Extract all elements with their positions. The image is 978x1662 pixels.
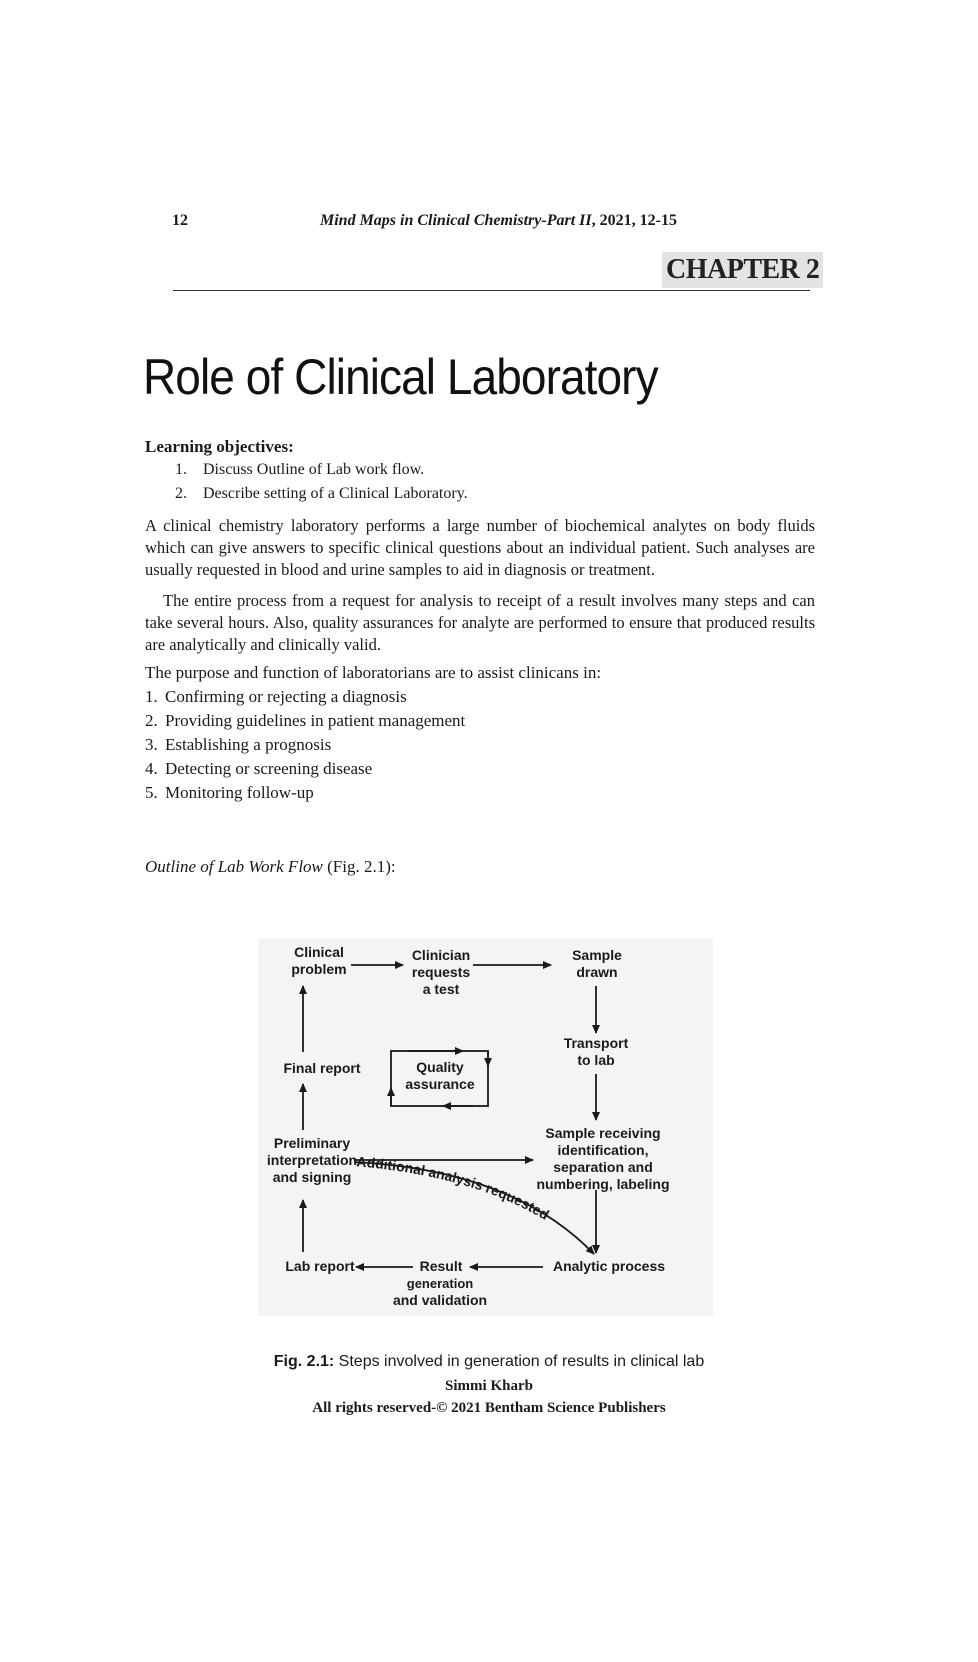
lab-workflow-diagram: [258, 938, 713, 1316]
objectives-heading: Learning objectives:: [145, 437, 294, 456]
node-quality-assurance: Quality assurance: [405, 1059, 475, 1092]
figure-caption-text: Steps involved in generation of results in clinical lab: [334, 1353, 705, 1370]
node-analytic-process: Analytic process: [552, 1258, 666, 1274]
chapter-title: Role of Clinical Laboratory: [143, 349, 658, 405]
purpose-item: [145, 783, 314, 803]
running-header: [320, 212, 677, 230]
purpose-number: 4.: [145, 759, 158, 778]
purpose-text: Monitoring follow-up: [165, 783, 314, 802]
figure-intro: [145, 857, 396, 877]
objective-number: 1.: [175, 461, 187, 478]
node-lab-report: Lab report: [285, 1258, 355, 1274]
page-number: 12: [172, 212, 188, 229]
node-sample-receiving: Sample receiving identification, separation and numbering, labeling: [536, 1125, 670, 1192]
body-paragraph: The entire process from a request for analysis to receipt of a result involves many steps and can take several hours. Also, quality assurances for analyte are performed to ensure that produced results are analytically and clinically valid.: [145, 591, 815, 654]
purpose-text: Establishing a prognosis: [165, 735, 332, 754]
objective-item: [175, 485, 468, 503]
objective-text: Discuss Outline of Lab work flow.: [203, 461, 425, 478]
citation: , 2021, 12-15: [591, 212, 677, 229]
purpose-number: 2.: [145, 711, 158, 730]
header-rule: [173, 290, 810, 291]
objective-number: 2.: [175, 485, 187, 502]
figure-intro-title: Outline of Lab Work Flow: [145, 857, 323, 876]
node-clinician-requests: Clinician requests a test: [411, 947, 471, 997]
purpose-text: Providing guidelines in patient management: [165, 711, 466, 730]
node-preliminary: Preliminary interpretation and signing: [266, 1135, 358, 1185]
figure-caption-label: Fig. 2.1:: [273, 1353, 335, 1370]
purpose-number: 1.: [145, 687, 158, 706]
copyright-line: All rights reserved-© 2021 Bentham Science Publishers: [312, 1400, 666, 1416]
additional-analysis-label: Additional analysis requested: [355, 1153, 552, 1223]
purpose-text: Detecting or screening disease: [165, 759, 373, 778]
purpose-item: [145, 735, 331, 755]
purpose-item: [145, 687, 407, 707]
chapter-label: CHAPTER 2: [662, 252, 823, 288]
purpose-item: [145, 711, 465, 731]
node-final-report: Final report: [283, 1060, 361, 1076]
journal-name: Mind Maps in Clinical Chemistry-Part II: [320, 212, 592, 229]
node-result: Result: [419, 1258, 463, 1274]
node-clinical-problem: Clinical problem: [291, 944, 347, 977]
purpose-number: 5.: [145, 783, 158, 802]
author-name: Simmi Kharb: [445, 1378, 533, 1394]
figure-intro-ref: (Fig. 2.1):: [322, 857, 396, 876]
figure-caption: [0, 1353, 978, 1371]
node-result-sub: generation and validation: [392, 1276, 488, 1308]
body-paragraph: A clinical chemistry laboratory performs a large number of biochemical analytes on body fluids which can give answers to specific clinical questions about an individual patient. Such analyses are usually requested in blood and urine samples to aid in diagnosis or treatment.: [145, 516, 815, 579]
objective-text: Describe setting of a Clinical Laboratory.: [203, 485, 468, 502]
purpose-text: Confirming or rejecting a diagnosis: [165, 687, 407, 706]
purpose-number: 3.: [145, 735, 158, 754]
node-sample-drawn: Sample drawn: [572, 947, 622, 980]
objective-item: [175, 461, 424, 479]
node-transport: Transport to lab: [563, 1035, 629, 1068]
purpose-intro: The purpose and function of laboratorians are to assist clinicans in:: [145, 663, 602, 682]
purpose-item: [145, 759, 372, 779]
